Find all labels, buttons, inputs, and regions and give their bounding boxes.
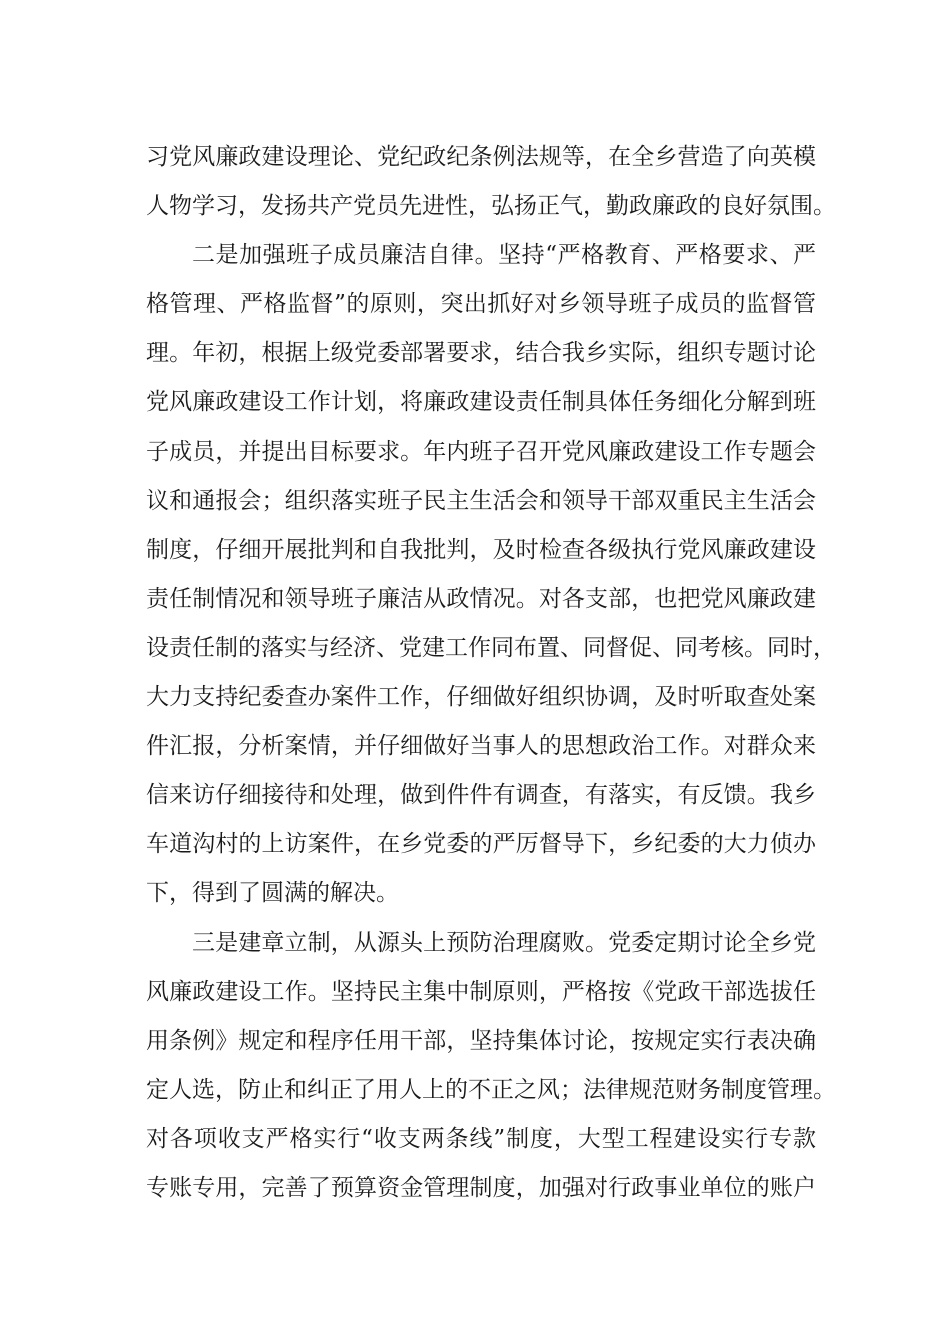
text-line: 格管理、严格监督”的原则，突出抓好对乡领导班子成员的监督管: [146, 291, 816, 318]
text-line: 风廉政建设工作。坚持民主集中制原则，严格按《党政干部选拔任: [146, 978, 816, 1005]
text-line: 用条例》规定和程序任用干部，坚持集体讨论，按规定实行表决确: [146, 1027, 816, 1054]
text-line: 责任制情况和领导班子廉洁从政情况。对各支部，也把党风廉政建: [146, 585, 816, 612]
text-line: 理。年初，根据上级党委部署要求，结合我乡实际，组织专题讨论: [146, 340, 816, 367]
text-line: 定人选，防止和纠正了用人上的不正之风；法律规范财务制度管理。: [146, 1076, 836, 1103]
text-line: 件汇报，分析案情，并仔细做好当事人的思想政治工作。对群众来: [146, 733, 816, 760]
text-line: 习党风廉政建设理论、党纪政纪条例法规等，在全乡营造了向英模: [146, 144, 816, 170]
text-line: 专账专用，完善了预算资金管理制度，加强对行政事业单位的账户: [146, 1174, 816, 1201]
text-line: 子成员，并提出目标要求。年内班子召开党风廉政建设工作专题会: [146, 438, 816, 465]
text-line: 设责任制的落实与经济、党建工作同布置、同督促、同考核。同时，: [146, 634, 836, 661]
text-line: 人物学习，发扬共产党员先进性，弘扬正气，勤政廉政的良好氛围。: [146, 193, 836, 220]
body-text: [146, 133, 836, 1213]
text-line: 信来访仔细接待和处理，做到件件有调查，有落实，有反馈。我乡: [146, 782, 816, 809]
paragraph-end-line: 下，得到了圆满的解决。: [146, 880, 399, 907]
text-line: 大力支持纪委查办案件工作，仔细做好组织协调，及时听取查处案: [146, 684, 816, 711]
text-line: 议和通报会；组织落实班子民主生活会和领导干部双重民主生活会: [146, 487, 816, 514]
paragraph-start-line: 三是建章立制，从源头上预防治理腐败。党委定期讨论全乡党: [192, 929, 816, 956]
paragraph-start-line: 二是加强班子成员廉洁自律。坚持“严格教育、严格要求、严: [192, 242, 816, 269]
text-line: 对各项收支严格实行“收支两条线”制度，大型工程建设实行专款: [146, 1125, 816, 1152]
text-line: 车道沟村的上访案件，在乡党委的严厉督导下，乡纪委的大力侦办: [146, 831, 816, 858]
text-line: 党风廉政建设工作计划，将廉政建设责任制具体任务细化分解到班: [146, 389, 816, 416]
text-line: 制度，仔细开展批判和自我批判，及时检查各级执行党风廉政建设: [146, 536, 816, 563]
